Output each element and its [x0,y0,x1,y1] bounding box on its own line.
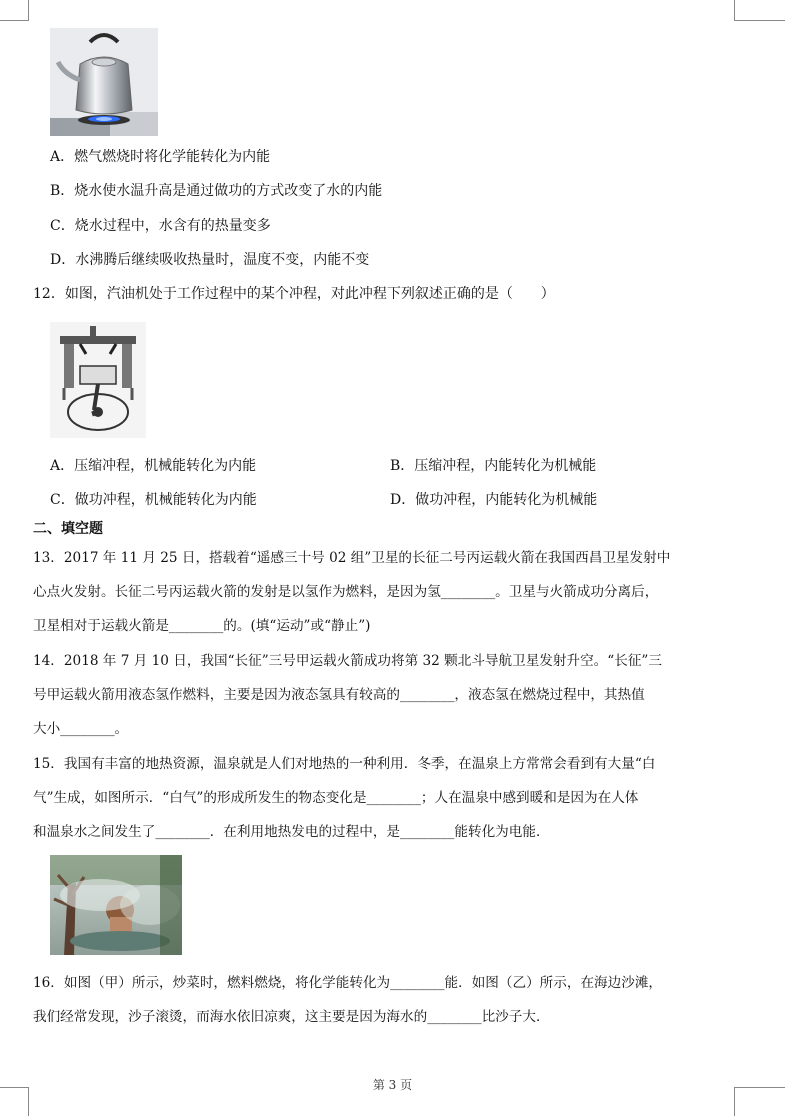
q12-option-b: B．压缩冲程，内能转化为机械能 [390,458,597,474]
q15-line-3: 和温泉水之间发生了________．在利用地热发电的过程中，是________能转化为电能． [33,824,550,840]
q14-line-3: 大小________。 [33,721,129,737]
q11-option-b: B．烧水使水温升高是通过做功的方式改变了水的内能 [50,183,383,199]
q11-option-d: D．水沸腾后继续吸收热量时，温度不变，内能不变 [50,252,370,268]
page-number: 第 3 页 [372,1078,413,1092]
q12-option-c: C．做功冲程，机械能转化为内能 [50,492,257,508]
crop-mark-top-right [734,0,785,21]
q15-line-2: 气”生成，如图所示．“白气”的形成所发生的物态变化是________；人在温泉中感到暖和是因为在人体 [33,790,639,806]
crop-mark-top-left [0,0,29,21]
q12-option-a: A．压缩冲程，机械能转化为内能 [50,458,257,474]
q13-line-3: 卫星相对于运载火箭是________的。(填“运动”或“静止”) [33,618,371,634]
q13-line-2: 心点火发射。长征二号丙运载火箭的发射是以氢作为燃料，是因为氢________。卫星与火箭成功分离后， [33,584,659,600]
hot-spring-photo [50,855,182,955]
q14-line-2: 号甲运载火箭用液态氢作燃料，主要是因为液态氢具有较高的________，液态氢在燃烧过程中，其热值 [33,687,645,703]
q16-line-1: 16．如图（甲）所示，炒菜时，燃料燃烧，将化学能转化为________能．如图（乙）所示，在海边沙滩， [33,975,663,991]
q12-option-d: D．做功冲程，内能转化为机械能 [390,492,598,508]
q11-option-c: C．烧水过程中，水含有的热量变多 [50,218,271,234]
q12-stem: 12．如图，汽油机处于工作过程中的某个冲程，对此冲程下列叙述正确的是（ ） [33,286,555,302]
section-title: 二、填空题 [33,521,103,537]
q14-line-1: 14．2018 年 7 月 10 日，我国“长征”三号甲运载火箭成功将第 32 颗北斗导航卫星发射升空。“长征”三 [33,653,662,669]
engine-stroke-figure [50,322,146,438]
q15-line-1: 15．我国有丰富的地热资源，温泉就是人们对地热的一种利用．冬季，在温泉上方常常会看到有大量“白 [33,756,656,772]
q13-line-1: 13．2017 年 11 月 25 日，搭载着“遥感三十号 02 组”卫星的长征二号丙运载火箭在我国西昌卫星发射中 [33,550,671,566]
q16-line-2: 我们经常发现，沙子滚烫，而海水依旧凉爽，这主要是因为海水的________比沙子大． [33,1009,550,1025]
kettle-stove-figure [50,28,158,136]
q11-option-a: A．燃气燃烧时将化学能转化为内能 [50,149,271,165]
